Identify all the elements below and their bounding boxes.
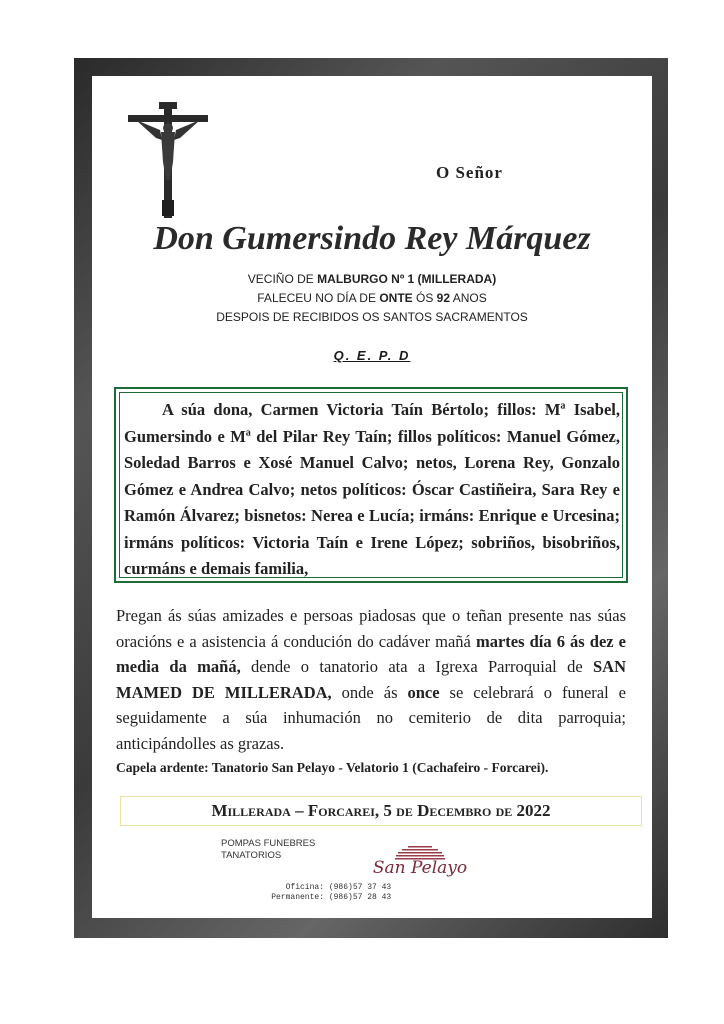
capela-ardente: Capela ardente: Tanatorio San Pelayo - Velatorio 1 (Cachafeiro - Forcarei). bbox=[116, 760, 549, 775]
permanent-label: Permanente: bbox=[271, 893, 324, 902]
family-text: A súa dona, Carmen Victoria Taín Bértolo; fillos: Mª Isabel, Gumersindo e Mª del Pilar Rey Taín; fillos políticos: Manuel Gómez, Soledad Barros e Xosé Manuel Calvo; netos, Lorena Rey, Gonzalo Gómez e Andrea Calvo; netos políticos: Óscar Castiñeira, Sara Rey e Ramón Álvarez; bisnetos: Nerea e Lucía; irmáns: Enrique e Urcesina; irmáns políticos: Victoria Taín e Irene López; sobriños, bisobriños, curmáns e demais familia, bbox=[124, 400, 620, 578]
crucifix-icon bbox=[126, 100, 210, 220]
deceased-name: Don Gumersindo Rey Márquez bbox=[153, 220, 591, 257]
san-pelayo-logo bbox=[370, 840, 470, 895]
place-date: Millerada – Forcarei, 5 de Decembro de 2022 bbox=[120, 796, 642, 826]
funeral-home-line2: TANATORIOS bbox=[221, 850, 282, 861]
funeral-home-line1: POMPAS FUNEBRES bbox=[221, 838, 316, 849]
family-box bbox=[114, 387, 628, 583]
funeral-home-label bbox=[221, 838, 315, 862]
sacraments-line: DESPOIS DE RECIBIDOS OS SANTOS SACRAMENTOS bbox=[216, 310, 528, 324]
permanent-phone: (986)57 28 43 bbox=[328, 893, 392, 902]
funeral-request: Pregan ás súas amizades e persoas piadosas que o teñan presente nas súas oracións e a asistencia á condución do cadáver mañá martes día 6 ás dez e media da mañá, dende o tanatorio ata a Igrexa Parroquial de SAN MAMED DE MILLERADA, onde ás once se celebrará o funeral e seguidamente a súa inhumación no cemiterio de dita parroquia; anticipándolles as grazas. bbox=[116, 606, 626, 753]
residence-line: VECIÑO DE MALBURGO Nº 1 (MILLERADA) bbox=[247, 272, 497, 286]
death-line: FALECEU NO DÍA DE ONTE ÓS 92 ANOS bbox=[257, 291, 487, 305]
qepd-mark: Q. E. P. D bbox=[333, 348, 411, 363]
office-phone: (986)57 37 43 bbox=[328, 883, 392, 892]
title-prefix: O Señor bbox=[436, 163, 503, 182]
logo-text: San Pelayo bbox=[372, 858, 468, 878]
office-label: Oficina: bbox=[285, 883, 324, 892]
